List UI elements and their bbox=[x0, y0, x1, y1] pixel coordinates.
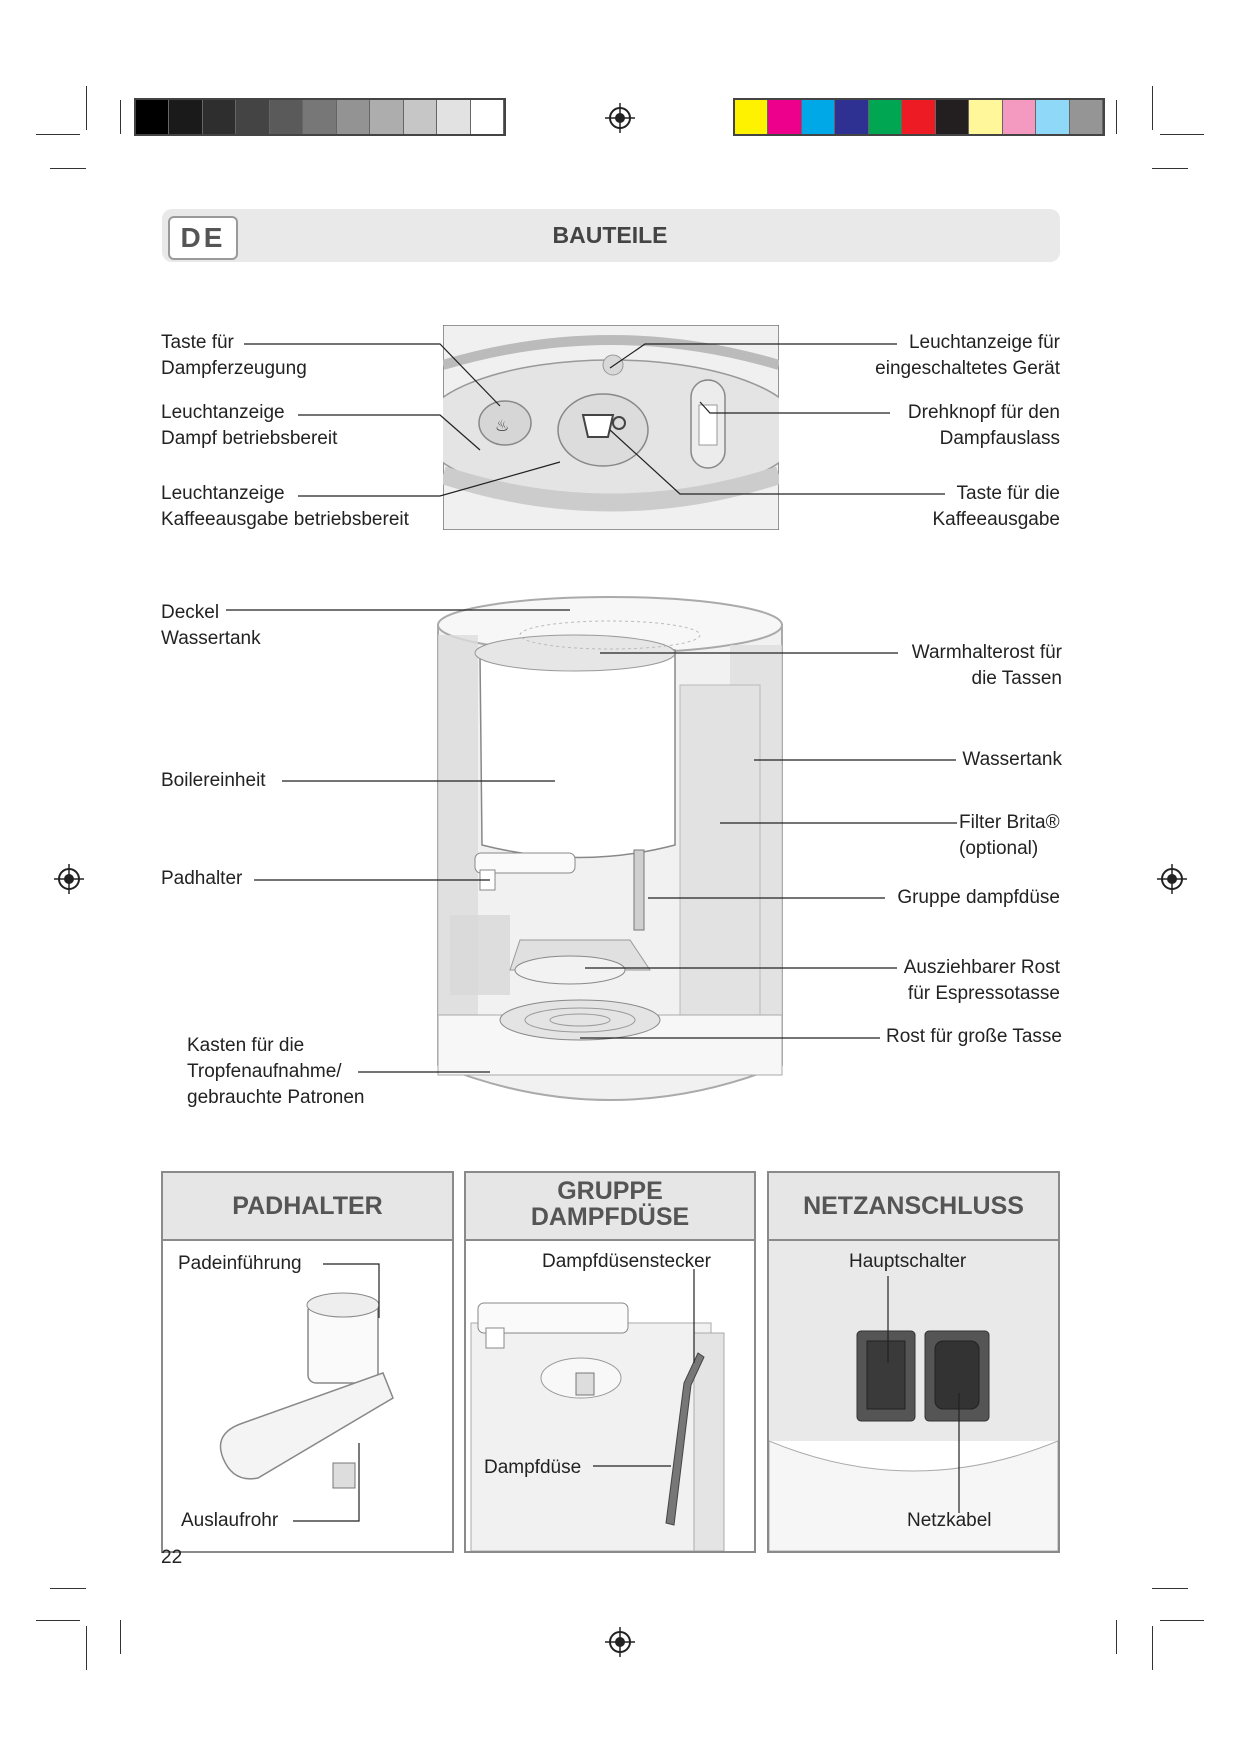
label-line: Taste für die bbox=[956, 483, 1060, 504]
label-line: Filter Brita® bbox=[959, 812, 1060, 833]
label-line: Tropfenaufnahme/ bbox=[187, 1061, 342, 1082]
panel-power bbox=[767, 1171, 1060, 1553]
svg-text:♨: ♨ bbox=[495, 416, 510, 435]
label-line: Wassertank bbox=[161, 628, 261, 649]
label-cup-warmer bbox=[912, 640, 1062, 692]
label-pad-inlet: Padeinführung bbox=[178, 1253, 302, 1274]
registration-mark-bottom bbox=[605, 1627, 635, 1657]
label-line: (optional) bbox=[959, 838, 1039, 859]
label-steam-button bbox=[161, 330, 307, 382]
page-title: BAUTEILE bbox=[552, 222, 668, 248]
pad-holder-lines bbox=[163, 1173, 452, 1551]
label-coffee-ready-light bbox=[161, 481, 409, 533]
label-line: Warmhalterost für bbox=[911, 642, 1062, 663]
language-badge: DE bbox=[168, 216, 238, 260]
label-coffee-button bbox=[933, 481, 1061, 533]
page-number: 22 bbox=[161, 1547, 183, 1568]
label-line: Dampfauslass bbox=[939, 428, 1060, 449]
panel-steam-nozzle bbox=[464, 1171, 756, 1553]
panel-title: NETZANSCHLUSS bbox=[803, 1192, 1024, 1220]
label-line: die Tassen bbox=[971, 668, 1062, 689]
panel-title-line1: GRUPPE bbox=[557, 1177, 663, 1205]
label-power-cable: Netzkabel bbox=[907, 1510, 992, 1531]
label-steam-knob bbox=[908, 400, 1060, 452]
label-line: Kaffeeausgabe bbox=[932, 509, 1060, 530]
label-nozzle-connector: Dampfdüsenstecker bbox=[542, 1251, 711, 1272]
label-boiler: Boilereinheit bbox=[161, 770, 266, 791]
label-big-cup-rack: Rost für große Tasse bbox=[885, 1026, 1062, 1047]
label-filter bbox=[959, 810, 1060, 862]
label-line: Leuchtanzeige für bbox=[908, 332, 1060, 353]
label-line: Kaffeeausgabe betriebsbereit bbox=[161, 509, 409, 530]
label-line: Dampferzeugung bbox=[161, 358, 307, 379]
label-steam-group: Gruppe dampfdüse bbox=[897, 887, 1060, 908]
panel-title-line2: DAMPFDÜSE bbox=[530, 1203, 690, 1231]
label-nozzle: Dampfdüse bbox=[484, 1457, 582, 1478]
label-power-light bbox=[875, 330, 1060, 382]
top-callout-lines bbox=[0, 0, 1241, 560]
panel-pad-holder bbox=[161, 1171, 454, 1553]
label-line: Drehknopf für den bbox=[907, 402, 1060, 423]
label-drip-box bbox=[187, 1033, 364, 1111]
label-water-tank: Wassertank bbox=[962, 749, 1062, 770]
label-line: eingeschaltetes Gerät bbox=[875, 358, 1060, 379]
label-line: Leuchtanzeige bbox=[161, 402, 285, 423]
label-line: Deckel bbox=[161, 602, 220, 623]
label-line: Ausziehbarer Rost bbox=[903, 957, 1060, 978]
label-line: Leuchtanzeige bbox=[161, 483, 285, 504]
label-line: Kasten für die bbox=[187, 1035, 305, 1056]
label-lid bbox=[161, 600, 261, 652]
panel-title: PADHALTER bbox=[232, 1192, 383, 1220]
label-line: für Espressotasse bbox=[907, 983, 1060, 1004]
power-lines bbox=[769, 1173, 1058, 1551]
label-steam-ready-light bbox=[161, 400, 337, 452]
label-line: Taste für bbox=[161, 332, 234, 353]
label-line: gebrauchte Patronen bbox=[187, 1087, 365, 1108]
label-spout: Auslaufrohr bbox=[181, 1510, 279, 1531]
steam-nozzle-lines bbox=[466, 1173, 754, 1551]
label-espresso-rack bbox=[904, 955, 1060, 1007]
label-pad-holder: Padhalter bbox=[161, 868, 243, 889]
label-line: Dampf betriebsbereit bbox=[161, 428, 338, 449]
label-main-switch: Hauptschalter bbox=[849, 1251, 967, 1272]
